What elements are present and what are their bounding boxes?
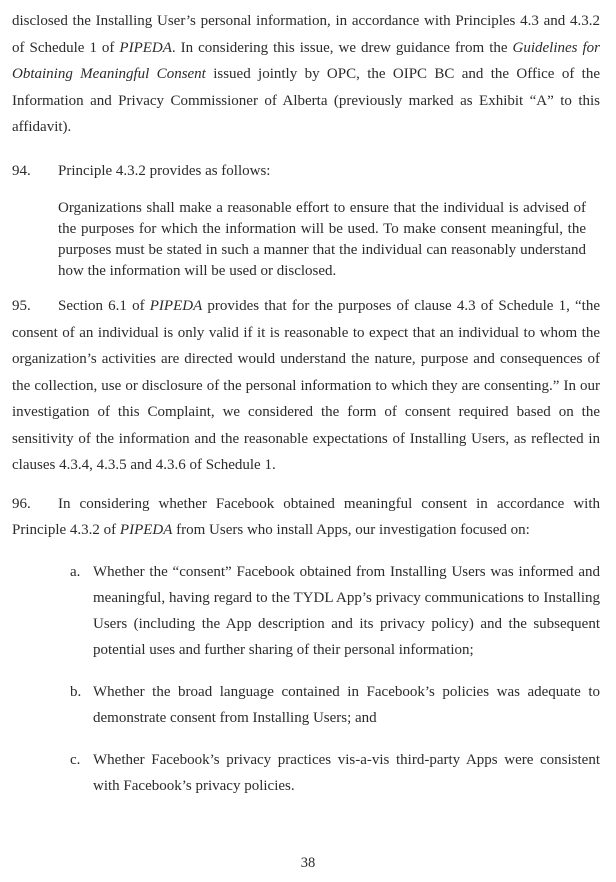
list-item-c [12, 747, 600, 799]
page-number: 38 [300, 855, 316, 871]
text-run: PIPEDA [149, 298, 203, 314]
list-item-a-text: Whether the “consent” Facebook obtained from Installing Users was informed and meaningful, having regard to the TYDL App’s privacy communications to Installing Users (including the App description and its privacy policy) and the subsequent potential uses and further sharing of their personal information; [93, 563, 600, 658]
page-footer [0, 855, 616, 872]
list-item-b-text: Whether the broad language contained in Facebook’s policies was adequate to demonstrate consent from Installing Users; and [93, 683, 600, 726]
list-item-b [12, 679, 600, 731]
text-run: Guidelines for Obtaining Meaningful Consent [12, 39, 600, 82]
text-run: Principle 4.3.2 provides as follows: [58, 162, 271, 179]
paragraph-96-text [12, 496, 600, 539]
list-item-a [12, 559, 600, 663]
list-item-c-marker: c. [70, 751, 81, 768]
intro-paragraph [12, 8, 600, 141]
text-run: PIPEDA [119, 522, 173, 538]
text-run: issued jointly by OPC, the OIPC BC and the Office of the Information and Privacy Commissioner of Alberta (previously marked as Exhibit “A” to this affidavit). [12, 66, 600, 135]
paragraph-96-number: 96. [12, 495, 31, 512]
text-run: disclosed the Installing User’s personal information, in accordance with Principles 4.3 and 4.3.2 of Schedule 1 of [12, 13, 600, 56]
text-run: provides that for the purposes of clause 4.3 of Schedule 1, “the consent of an individual is only valid if it is reasonable to expect that an individual to whom the organization’s activities are directed would understand the nature, purpose and consequences of the collection, use or disclosure of the personal information to which they are consenting.” In our investigation of this Complaint, we considered the form of consent required based on the sensitivity of the information and the reasonable expectations of Installing Users, as reflected in clauses 4.3.4, 4.3.5 and 4.3.6 of Schedule 1. [12, 298, 600, 473]
list-item-a-marker: a. [70, 563, 81, 580]
intro-paragraph-text [12, 13, 600, 135]
text-run: from Users who install Apps, our investigation focused on: [172, 522, 530, 538]
list-item-b-marker: b. [70, 683, 82, 700]
paragraph-94 [12, 158, 600, 185]
block-quote-text: Organizations shall make a reasonable effort to ensure that the individual is advised of the purposes for which the information will be used. To make consent meaningful, the purposes must be stated in such a manner that the individual can reasonably understand how the information will be used or disclosed. [58, 200, 586, 279]
text-run: . In considering this issue, we drew guidance from the [171, 39, 513, 56]
text-run: In considering whether Facebook obtained meaningful consent in accordance with Principle 4.3.2 of [12, 495, 600, 538]
paragraph-94-text [58, 163, 270, 179]
block-quote [58, 198, 586, 282]
text-run: Section 6.1 of [58, 298, 150, 314]
text-run: PIPEDA [119, 39, 172, 56]
paragraph-95-text [12, 298, 600, 473]
paragraph-94-number: 94. [12, 162, 31, 179]
paragraph-96 [12, 491, 600, 544]
list-item-c-text: Whether Facebook’s privacy practices vis-a-vis third-party Apps were consistent with Facebook’s privacy policies. [93, 751, 600, 794]
paragraph-95-number: 95. [12, 298, 31, 314]
paragraph-95 [12, 293, 600, 479]
sub-item-list [12, 559, 600, 799]
